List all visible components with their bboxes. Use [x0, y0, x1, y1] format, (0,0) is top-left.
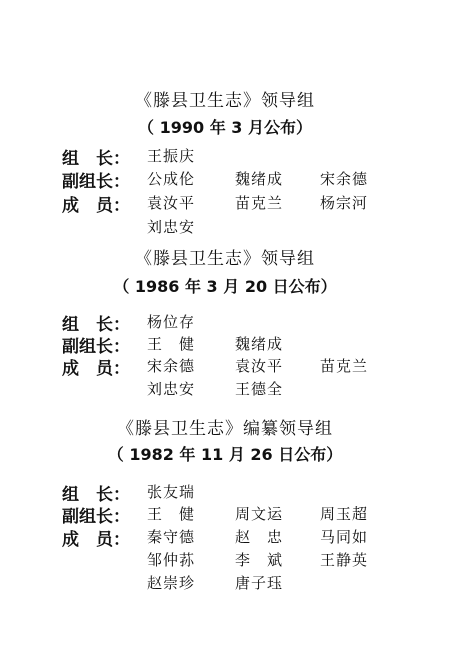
- section-title: 《滕县卫生志》编纂领导组: [117, 419, 333, 439]
- member-name: 宋余德: [147, 357, 196, 375]
- deputy-label: 副组长：: [62, 337, 130, 357]
- member-name: 苗克兰: [235, 194, 284, 212]
- member-name: 赵 忠: [235, 528, 284, 546]
- member-label: 成 员：: [62, 359, 130, 379]
- section-title: 《滕县卫生志》领导组: [135, 249, 315, 269]
- deputy-name: 周玉超: [320, 505, 369, 523]
- deputy-label: 副组长：: [62, 507, 130, 527]
- member-name: 王静英: [320, 551, 369, 569]
- member-name: 刘忠安: [147, 218, 196, 236]
- deputy-name: 公成伦: [147, 170, 196, 188]
- deputy-name: 宋余德: [320, 170, 369, 188]
- member-name: 袁汝平: [147, 194, 196, 212]
- deputy-name: 魏绪成: [235, 335, 284, 353]
- section-date: （ 1986 年 3 月 20 日公布）: [113, 277, 337, 296]
- member-label: 成 员：: [62, 196, 130, 216]
- section-date: （ 1982 年 11 月 26 日公布）: [107, 445, 343, 464]
- member-label: 成 员：: [62, 530, 130, 550]
- section-date: （ 1990 年 3 月公布）: [138, 118, 312, 137]
- member-name: 杨宗河: [320, 194, 369, 212]
- section-title: 《滕县卫生志》领导组: [135, 91, 315, 111]
- leader-name: 张友瑞: [147, 483, 196, 501]
- member-name: 唐子珏: [235, 574, 284, 592]
- member-name: 李 斌: [235, 551, 284, 569]
- member-name: 苗克兰: [320, 357, 369, 375]
- member-name: 赵崇珍: [147, 574, 196, 592]
- deputy-name: 王 健: [147, 505, 196, 523]
- member-name: 秦守德: [147, 528, 196, 546]
- leader-label: 组 长：: [62, 485, 130, 505]
- leader-label: 组 长：: [62, 149, 130, 169]
- leader-name: 王振庆: [147, 147, 196, 165]
- deputy-name: 王 健: [147, 335, 196, 353]
- deputy-name: 周文运: [235, 505, 284, 523]
- leader-name: 杨位存: [147, 313, 196, 331]
- member-name: 刘忠安: [147, 380, 196, 398]
- deputy-label: 副组长：: [62, 172, 130, 192]
- member-name: 马同如: [320, 528, 369, 546]
- member-name: 袁汝平: [235, 357, 284, 375]
- leader-label: 组 长：: [62, 315, 130, 335]
- deputy-name: 魏绪成: [235, 170, 284, 188]
- member-name: 王德全: [235, 380, 284, 398]
- member-name: 邹仲荪: [147, 551, 196, 569]
